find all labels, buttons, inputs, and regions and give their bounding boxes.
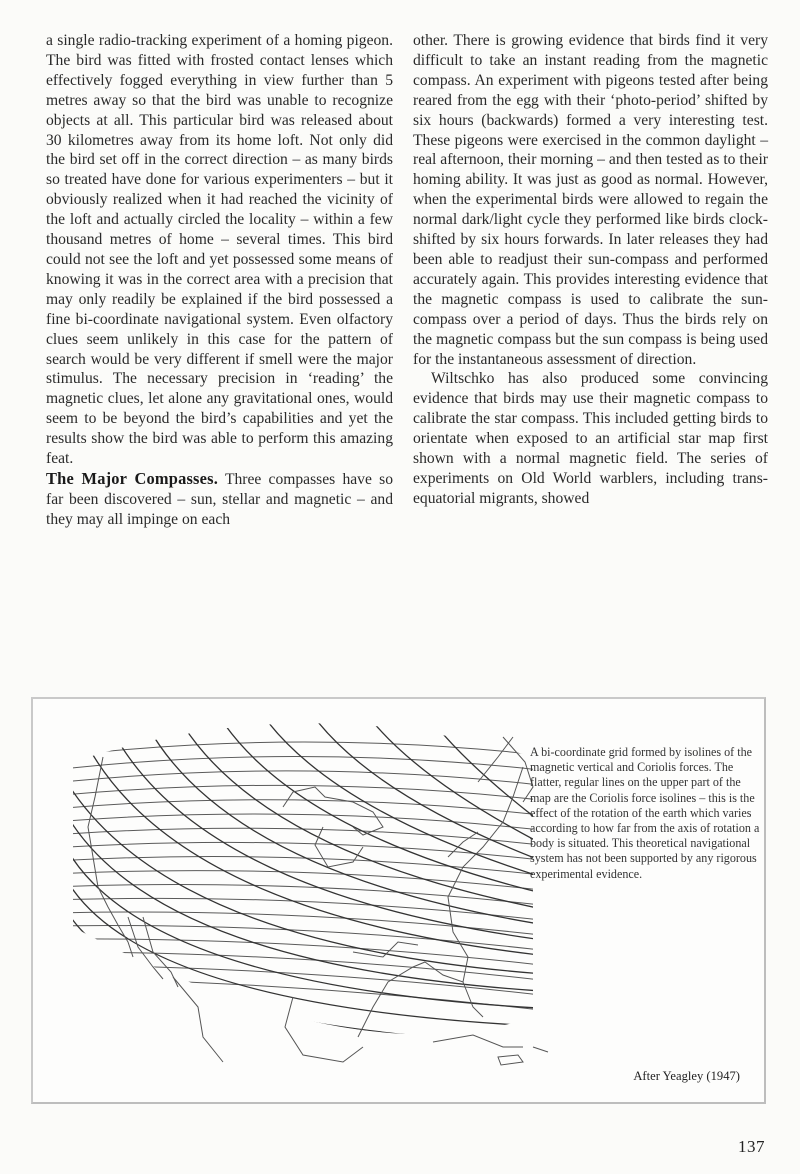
body-paragraph: other. There is growing evidence that birds find it very difficult to take an instant reading from the magnetic compass. An experiment with pigeons tested after being reared from the egg with their ‘photo-period’ shifted by six hours (backwards) formed a very interesting test. These pigeons were exercised in the common daylight – real afternoon, their morning – and then tested as to their homing ability. It was just as good as normal. However, when the experimental birds were allowed to regain the normal dark/light cycle they performed like birds clock-shifted by six hours forwards. In later releases they had been able to readjust their sun-compass and performed accurately again. This provides interesting evidence that the magnetic compass is used to calibrate the sun-compass over a period of days. Thus the birds rely on the magnetic compass but the sun compass is being used for the instantaneous assessment of direction. xyxy=(413,32,768,368)
isoline-map xyxy=(53,717,558,1087)
right-column xyxy=(413,31,768,509)
section-text: Three compasses have so far been discovered – sun, stellar and magnetic – and they may all impinge on each xyxy=(46,470,393,528)
figure-caption: A bi-coordinate grid formed by isolines of the magnetic vertical and Coriolis forces. The flatter, regular lines on the upper part of the map are the Coriolis force isolines – this is the effect of the rotation of the earth which varies according to how far from the axis of rotation a body is situated. This theoretical navigational system has not been supported by any rigorous experimental evidence. xyxy=(530,745,760,881)
figure-credit: After Yeagley (1947) xyxy=(633,1069,740,1083)
body-paragraph: a single radio-tracking experiment of a homing pigeon. The bird was fitted with frosted contact lenses which effectively fogged everything in view further than 5 metres away so that the bird was unable to recognize objects at all. This particular bird was released about 30 kilometres away from its home loft. Not only did the bird set off in the correct direction – as many birds so treated have done for various experimenters – but it obviously realized when it had reached the vicinity of the loft and actually circled the locality – within a few thousand metres of home – several times. This bird could not see the loft and yet possessed some means of knowing it was in the correct area with a precision that may only readily be explained if the bird possessed a fine bi-coordinate navigational system. Even olfactory clues seem unlikely in this case for the pattern of search would be very different if smell were the major stimulus. The necessary precision in ‘reading’ the magnetic clues, let alone any gravitational ones, would seem to be beyond the bird’s capabilities and yet the results show the bird was able to perform this amazing feat. xyxy=(46,32,393,468)
left-column xyxy=(46,31,393,530)
figure-box xyxy=(31,697,766,1104)
section-paragraph xyxy=(46,469,393,530)
page-number: 137 xyxy=(738,1137,765,1156)
magnetic-isolines xyxy=(53,722,558,1045)
body-paragraph: Wiltschko has also produced some convincing evidence that birds may use their magnetic compass to calibrate the star compass. This included getting birds to orientate when exposed to an artificial star map first shown with a normal magnetic field. The series of experiments on Old World warblers, including trans-equatorial migrants, showed xyxy=(413,370,768,507)
section-heading: The Major Compasses. xyxy=(46,468,218,488)
